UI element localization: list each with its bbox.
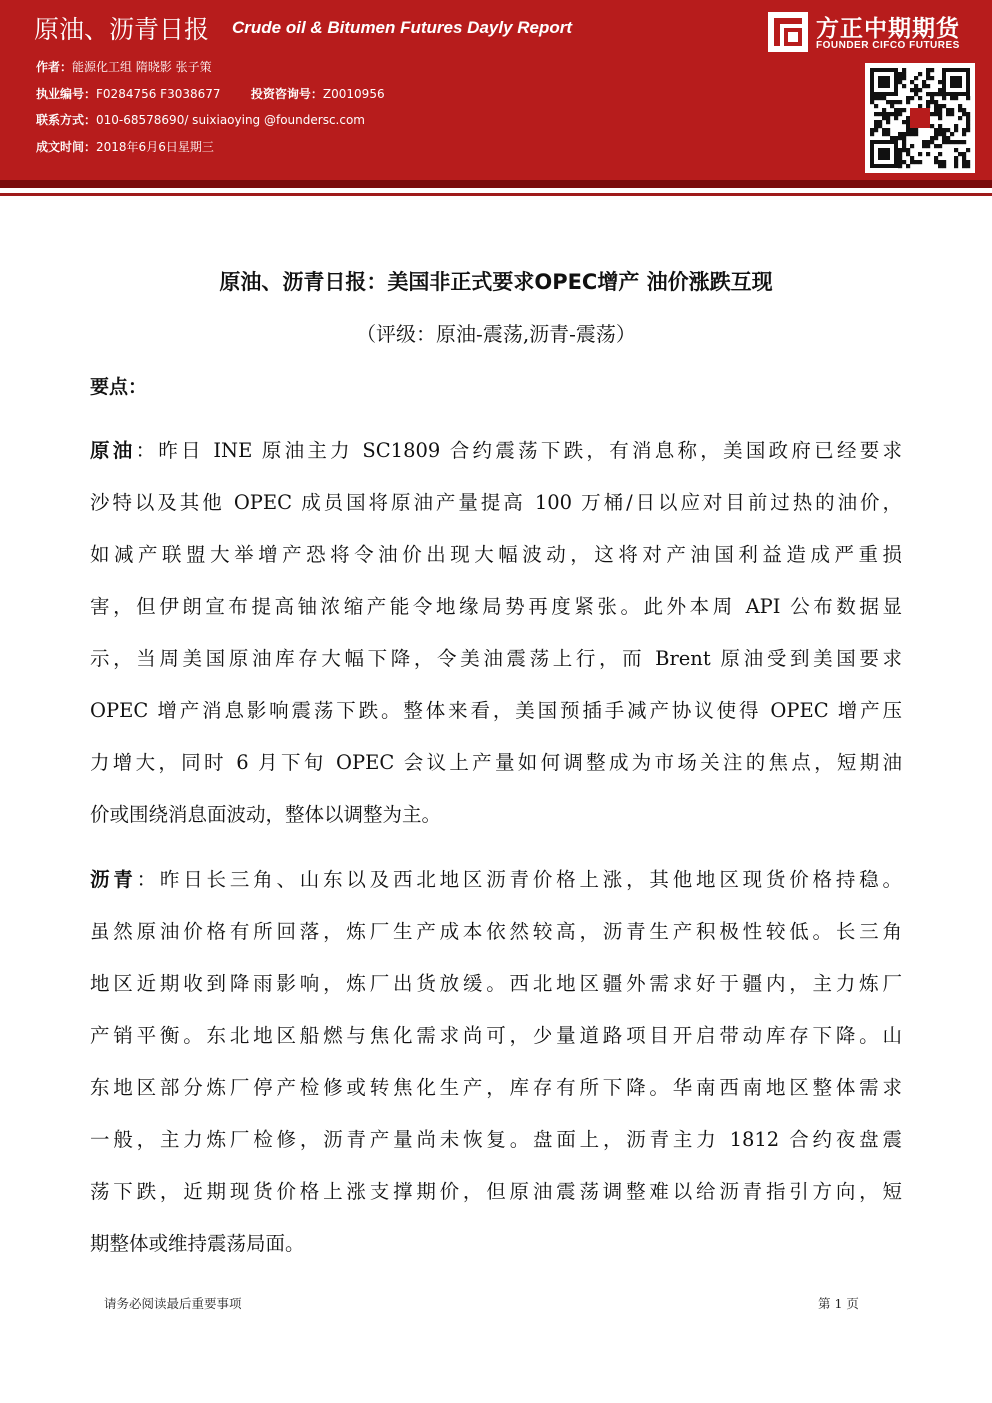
paragraph-line: 如减产联盟大举增产恐将令油价出现大幅波动，这将对产油国利益造成严重损 <box>90 543 902 566</box>
company-logo <box>768 10 988 58</box>
document-title: 原油、沥青日报：美国非正式要求OPEC增产 油价涨跌互现 <box>219 270 773 294</box>
crude-oil-paragraph <box>90 425 902 841</box>
paragraph-line: 产销平衡。东北地区船燃与焦化需求尚可，少量道路项目开启带动库存下降。山 <box>90 1024 902 1047</box>
meta-contact-value: 010-68578690/ suixiaoying @foundersc.com <box>96 113 365 127</box>
meta-author-label: 作者： <box>36 60 73 74</box>
paragraph-line: 价或围绕消息面波动，整体以调整为主。 <box>90 803 442 826</box>
bitumen-paragraph <box>90 854 902 1270</box>
meta-date-label: 成文时间： <box>36 140 97 154</box>
meta-license-value: F0284756 F3038677 <box>96 87 221 101</box>
founder-logo-icon <box>768 12 808 52</box>
report-title-en: Crude oil & Bitumen Futures Dayly Report <box>232 18 573 37</box>
paragraph-line: 力增大，同时 6 月下旬 OPEC 会议上产量如何调整成为市场关注的焦点，短期油 <box>90 751 902 774</box>
meta-license <box>36 85 385 102</box>
paragraph-line: 沙特以及其他 OPEC 成员国将原油产量提高 100 万桶/日以应对目前过热的油价， <box>90 491 902 514</box>
paragraph-line: 荡下跌，近期现货价格上涨支撑期价，但原油震荡调整难以给沥青指引方向，短 <box>90 1180 902 1203</box>
qr-code-icon <box>865 63 975 173</box>
footer-notice: 请务必阅读最后重要事项 <box>104 1296 242 1311</box>
report-title-zh: 原油、沥青日报 <box>34 15 210 44</box>
paragraph-line: 害，但伊朗宣布提高铀浓缩产能令地缘局势再度紧张。此外本周 API 公布数据显 <box>90 595 902 618</box>
header-divider-thin <box>0 193 992 196</box>
crude-oil-lead: 原油 <box>90 439 136 462</box>
meta-date-value: 2018年6月6日星期三 <box>96 140 214 154</box>
paragraph-line: 原油：昨日 INE 原油主力 SC1809 合约震荡下跌，有消息称，美国政府已经要求 <box>90 439 902 462</box>
meta-consult-label: 投资咨询号： <box>250 87 323 101</box>
paragraph-line: 示，当周美国原油库存大幅下降，令美油震荡上行，而 Brent 原油受到美国要求 <box>90 647 902 670</box>
key-points-heading: 要点： <box>90 376 148 398</box>
paragraph-line: 一般，主力炼厂检修，沥青产量尚未恢复。盘面上，沥青主力 1812 合约夜盘震 <box>90 1128 902 1151</box>
bitumen-lead: 沥青 <box>90 868 137 891</box>
paragraph-line: OPEC 增产消息影响震荡下跌。整体来看，美国预插手减产协议使得 OPEC 增产压 <box>90 699 902 722</box>
meta-date <box>36 138 214 155</box>
header-divider <box>0 180 992 188</box>
paragraph-line: 沥青：昨日长三角、山东以及西北地区沥青价格上涨，其他地区现货价格持稳。 <box>90 868 902 891</box>
page-number: 第 1 页 <box>818 1296 859 1311</box>
meta-contact <box>36 111 365 128</box>
paragraph-line: 东地区部分炼厂停产检修或转焦化生产，库存有所下降。华南西南地区整体需求 <box>90 1076 902 1099</box>
paragraph-line: 地区近期收到降雨影响，炼厂出货放缓。西北地区疆外需求好于疆内，主力炼厂 <box>90 972 902 995</box>
company-name-zh: 方正中期期货 <box>816 16 960 42</box>
meta-author-value: 能源化工组 隋晓影 张子策 <box>72 60 212 74</box>
paragraph-line: 虽然原油价格有所回落，炼厂生产成本依然较高，沥青生产积极性较低。长三角 <box>90 920 902 943</box>
meta-consult-value: Z0010956 <box>322 87 385 101</box>
company-name-en: FOUNDER CIFCO FUTURES <box>816 40 960 51</box>
meta-license-label: 执业编号： <box>36 87 97 101</box>
meta-author <box>36 58 212 75</box>
paragraph-line: 期整体或维持震荡局面。 <box>90 1232 305 1255</box>
document-rating: （评级：原油-震荡,沥青-震荡） <box>356 322 636 346</box>
meta-contact-label: 联系方式： <box>36 113 97 127</box>
